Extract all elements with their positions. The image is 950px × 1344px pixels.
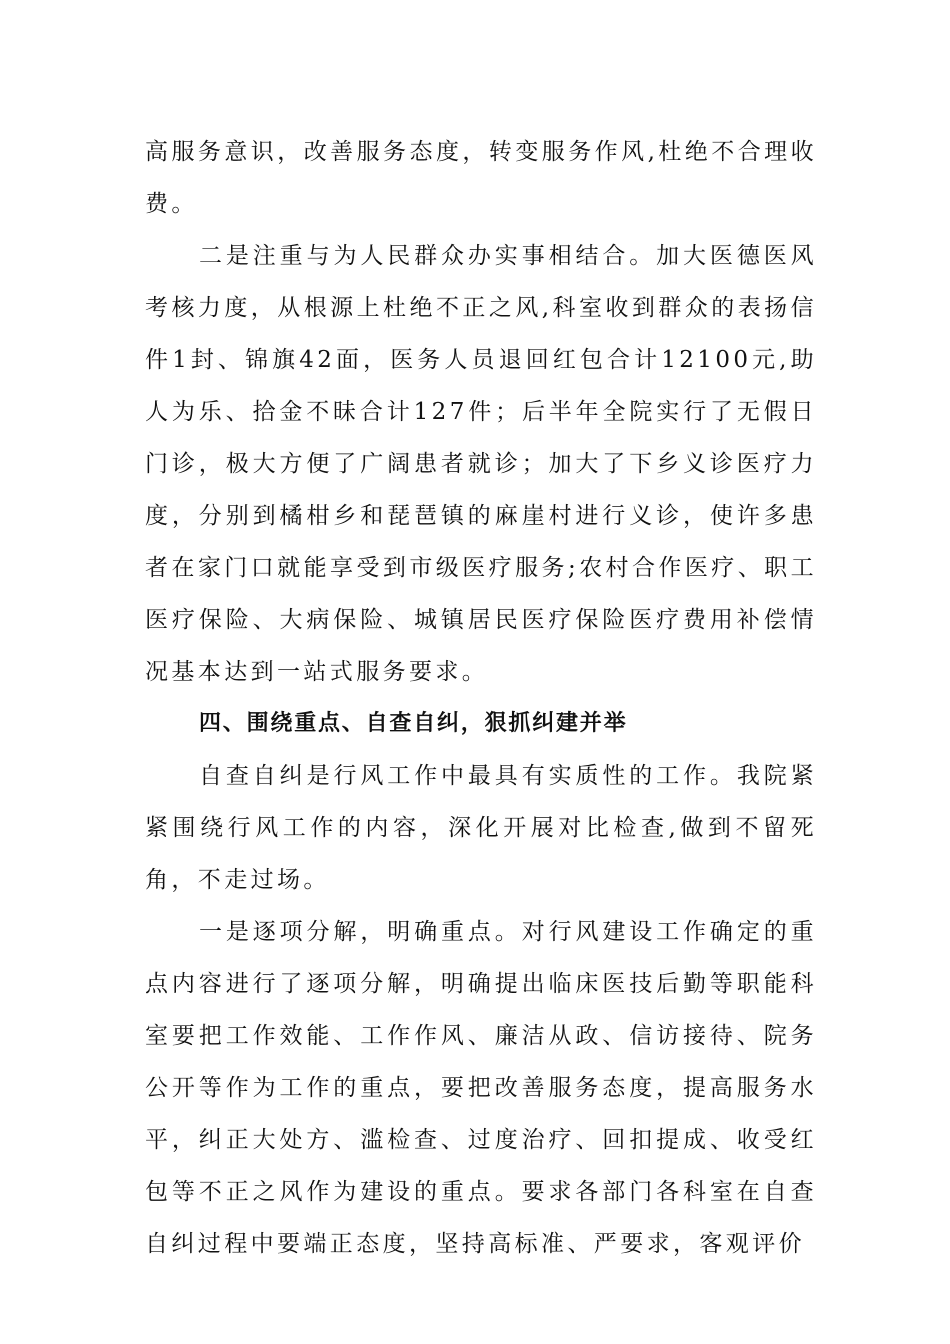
paragraph-serve-people: 二是注重与为人民群众办实事相结合。加大医德医风考核力度，从根源上杜绝不正之风,科室收到群众的表扬信件1封、锦旗42面，医务人员退回红包合计12100元,助人为乐、拾金不昧合计127件；后半年全院实行了无假日门诊，极大方便了广阔患者就诊；加大了下乡义诊医疗力度，分别到橘柑乡和琵琶镇的麻崖村进行义诊，使许多患者在家门口就能享受到市级医疗服务;农村合作医疗、职工医疗保险、大病保险、城镇居民医疗保险医疗费用补偿情况基本达到一站式服务要求。 [145,243,817,685]
section-heading-four: 四、围绕重点、自查自纠，狠抓纠建并举 [199,711,628,736]
paragraph-self-inspection: 自查自纠是行风工作中最具有实质性的工作。我院紧紧围绕行风工作的内容，深化开展对比检查,做到不留死角，不走过场。 [145,763,817,893]
paragraph-itemized-breakdown: 一是逐项分解，明确重点。对行风建设工作确定的重点内容进行了逐项分解，明确提出临床医技后勤等职能科室要把工作效能、工作作风、廉洁从政、信访接待、院务公开等作为工作的重点，要把改善服务态度，提高服务水平，纠正大处方、滥检查、过度治疗、回扣提成、收受红包等不正之风作为建设的重点。要求各部门各科室在自查自纠过程中要端正态度，坚持高标准、严要求，客观评价 [145,919,817,1257]
document-body [145,126,817,1270]
paragraph-continuation: 高服务意识，改善服务态度，转变服务作风,杜绝不合理收费。 [145,139,817,217]
